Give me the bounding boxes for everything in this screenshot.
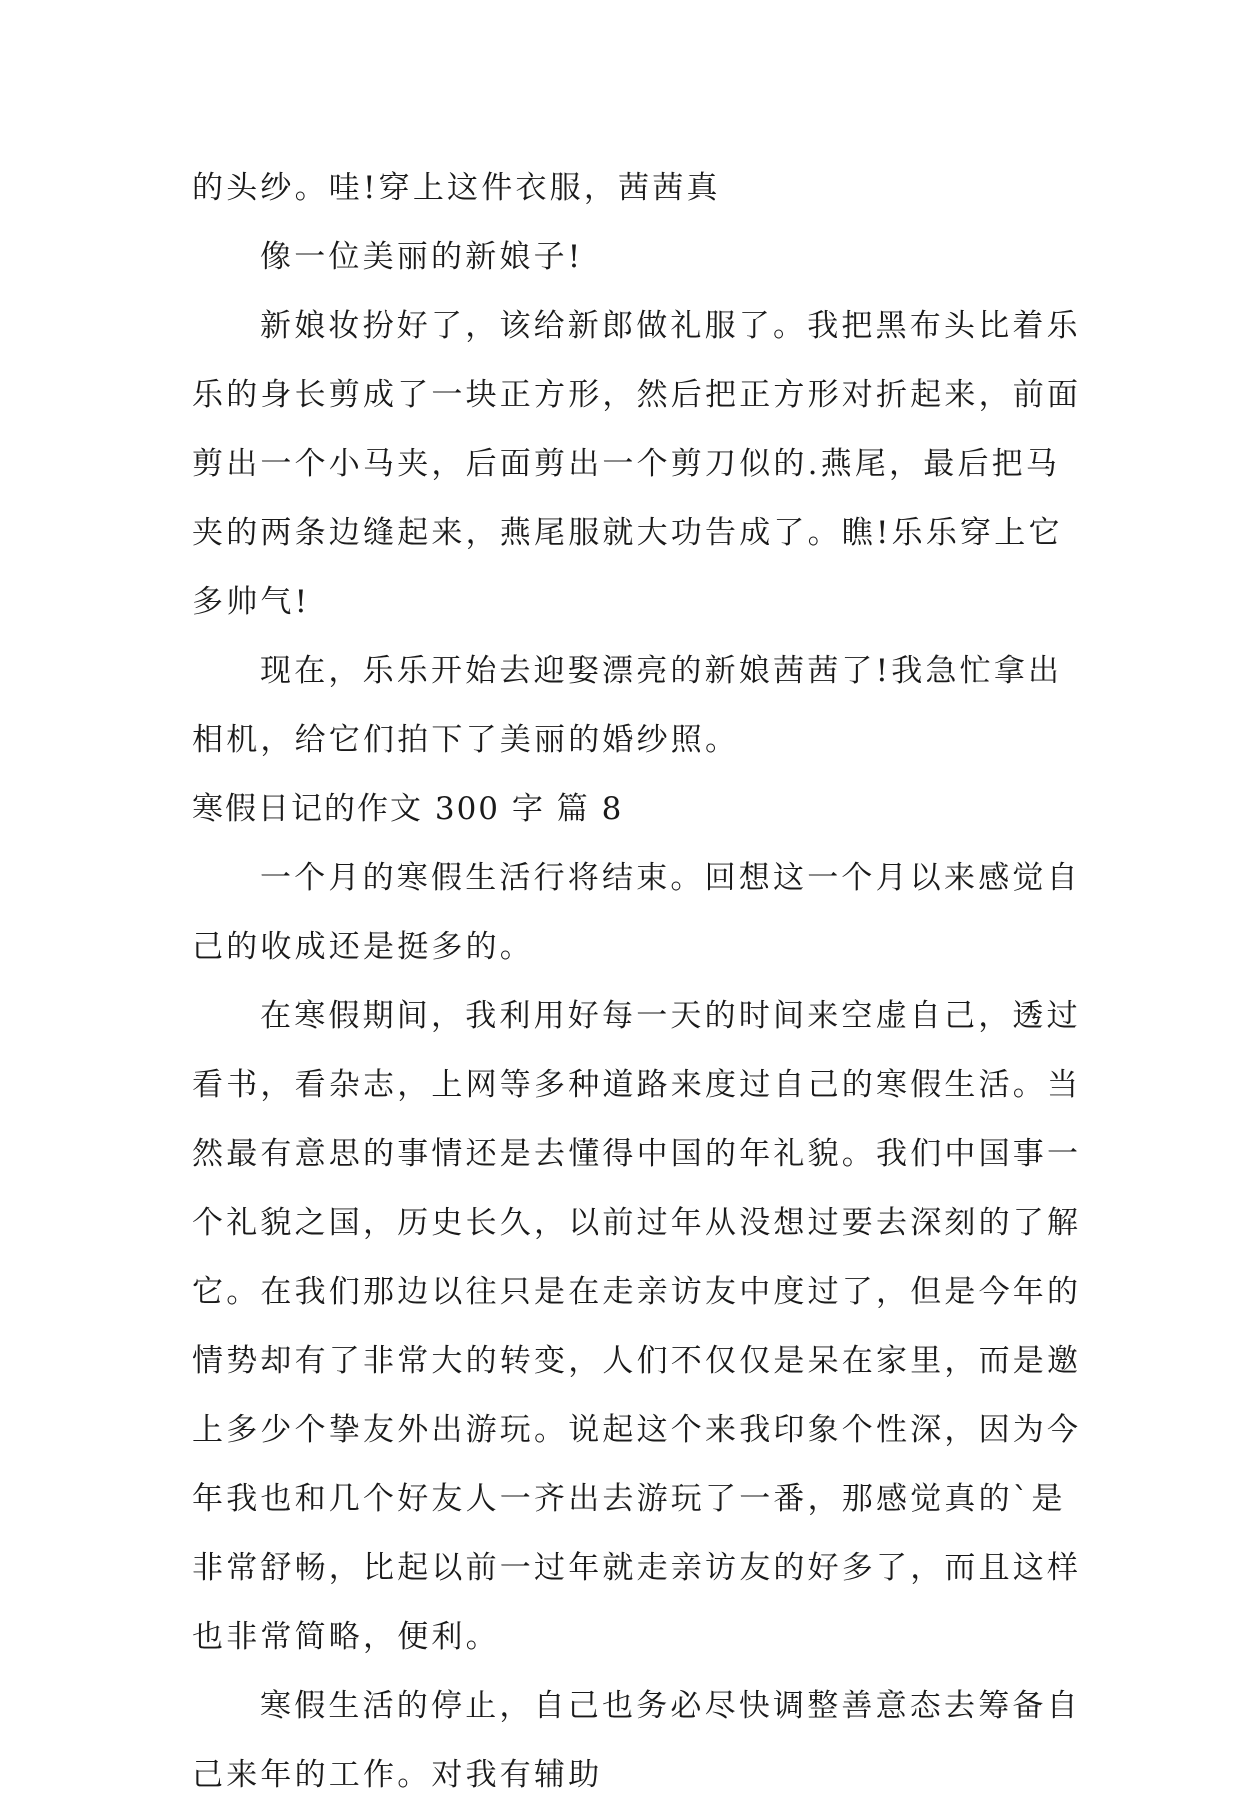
- text-line: 多帅气!: [192, 584, 311, 620]
- text-line: 像一位美丽的新娘子!: [260, 239, 584, 275]
- paragraph-start-line: 寒假生活的停止，自己也务必尽快调整善意态去筹备自: [260, 1688, 1081, 1724]
- paragraph-start-line: 一个月的寒假生活行将结束。回想这一个月以来感觉自: [260, 860, 1081, 896]
- paragraph-start-line: 在寒假期间，我利用好每一天的时间来空虚自己，透过: [260, 998, 1081, 1034]
- text-line: 也非常简略，便利。: [192, 1619, 500, 1655]
- text-line: 相机，给它们拍下了美丽的婚纱照。: [192, 722, 740, 758]
- paragraph-start-line: 新娘妆扮好了，该给新郎做礼服了。我把黑布头比着乐: [260, 308, 1081, 344]
- text-line: 个礼貌之国，历史长久，以前过年从没想过要去深刻的了解: [192, 1205, 1082, 1241]
- text-line: 的头纱。哇!穿上这件衣服，茜茜真: [192, 170, 721, 206]
- text-line: 情势却有了非常大的转变，人们不仅仅是呆在家里，而是邀: [192, 1343, 1082, 1379]
- text-line: 非常舒畅，比起以前一过年就走亲访友的好多了，而且这样: [192, 1550, 1082, 1586]
- text-line: 年我也和几个好友人一齐出去游玩了一番，那感觉真的`是: [192, 1481, 1066, 1517]
- text-line: 剪出一个小马夹，后面剪出一个剪刀似的.燕尾，最后把马: [192, 446, 1061, 482]
- text-line: 夹的两条边缝起来，燕尾服就大功告成了。瞧!乐乐穿上它: [192, 515, 1063, 551]
- text-line: 看书，看杂志，上网等多种道路来度过自己的寒假生活。当: [192, 1067, 1082, 1103]
- text-line: 己的收成还是挺多的。: [192, 929, 534, 965]
- text-line: 它。在我们那边以往只是在走亲访友中度过了，但是今年的: [192, 1274, 1082, 1310]
- text-line: 己来年的工作。对我有辅助: [192, 1757, 603, 1793]
- section-heading: 寒假日记的作文 300 字 篇 8: [192, 791, 624, 827]
- paragraph-start-line: 现在，乐乐开始去迎娶漂亮的新娘茜茜了!我急忙拿出: [260, 653, 1063, 689]
- text-line: 上多少个挚友外出游玩。说起这个来我印象个性深，因为今: [192, 1412, 1082, 1448]
- document-body: [192, 154, 1082, 1810]
- text-line: 乐的身长剪成了一块正方形，然后把正方形对折起来，前面: [192, 377, 1082, 413]
- text-line: 然最有意思的事情还是去懂得中国的年礼貌。我们中国事一: [192, 1136, 1082, 1172]
